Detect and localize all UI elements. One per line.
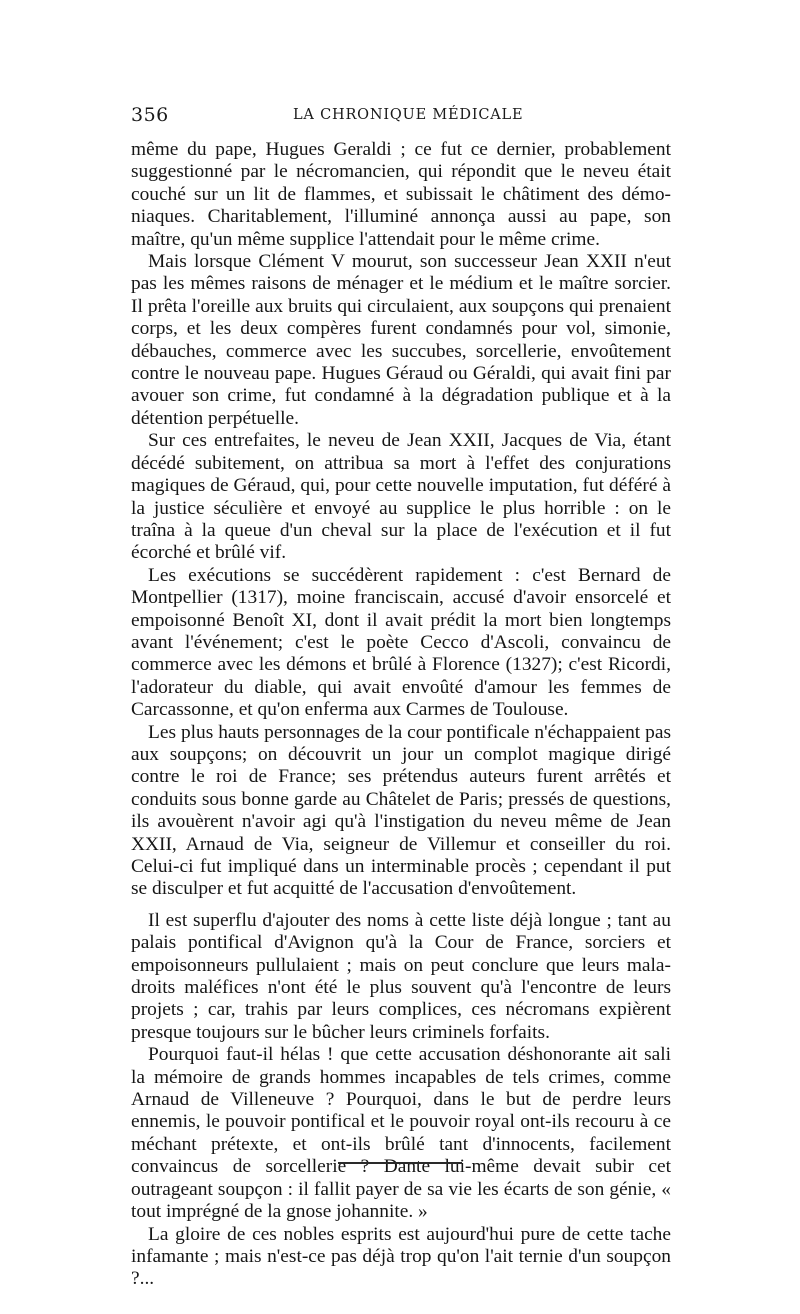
running-title: LA CHRONIQUE MÉDICALE (293, 107, 524, 123)
end-rule (338, 1162, 462, 1164)
page-header (131, 104, 671, 130)
paragraph-gloire: La gloire de ces nobles esprits est aujourd'hui pure de cette tache infamante ; mais n'est-ce pas déjà trop qu'on l'ait ternie d'un soupçon ?... (131, 1223, 671, 1290)
paragraph-pourquoi: Pourquoi faut-il hélas ! que cette accusation déshonorante ait sali la mémoire de grands hommes incapables de tels crimes, comme Arnaud de Villeneuve ? Pourquoi, dans le but de perdre leurs ennemis, le pouvoir pontifical et le pouvoir royal ont-ils recouru à ce méchant prétexte, et ont-ils brûlé tant d'innocents, facilement convaincus de sorcellerie ? Dante lui-même devait subir cet outrageant soupçon : il fallit payer de sa vie les écarts de son génie, « tout imprégné de la gnose johannite. » (131, 1044, 671, 1223)
paragraph-superflu: Il est superflu d'ajouter des noms à cette liste déjà longue ; tant au palais pontifical d'Avignon qu'à la Cour de France, sorciers et empoisonneurs pullulaient ; mais on peut conclure que leurs maladroits maléfices n'ont été le plus souvent qu'à l'encontre de leurs projets ; car, trahis par leurs complices, ces nécromans expièrent presque toujours sur le bûcher leurs criminels forfaits. (131, 909, 671, 1043)
page-number: 356 (131, 104, 169, 126)
paragraph-executions: Les exécutions se succédèrent rapidement : c'est Bernard de Montpellier (1317), moine franciscain, accusé d'avoir ensorcelé et empoisonné Benoît XI, dont il avait prédit la mort bien longtemps avant l'événement; c'est le poète Cecco d'Ascoli, convaincu de commerce avec les démons et brûlé à Florence (1327); c'est Ricordi, l'adorateur du diable, qui avait envoûté d'amour les femmes de Carcassonne, et qu'on enferma aux Carmes de Toulouse. (131, 564, 671, 721)
paragraph-cour-pontificale: Les plus hauts personnages de la cour pontificale n'échappaient pas aux soupçons; on découvrit un jour un complot magique dirigé contre le roi de France; ses prétendus auteurs furent arrêtés et conduits sous bonne garde au Châtelet de Paris; pressés de questions, ils avouèrent n'avoir agi qu'à l'instigation du neveu même de Jean XXII, Arnaud de Via, seigneur de Villemur et conseiller du roi. Celui-ci fut impliqué dans un interminable procès ; cependant il put se disculper et fut acquitté de l'accusation d'envoûtement. (131, 721, 671, 900)
paragraph-jean-xxii: Mais lorsque Clément V mourut, son successeur Jean XXII n'eut pas les mêmes raisons de ménager et le médium et le maître sorcier. Il prêta l'oreille aux bruits qui circulaient, aux soupçons qui prenaient corps, et les deux compères furent condamnés pour vol, simonie, débauches, commerce avec les succubes, sorcellerie, envoûtement contre le nouveau pape. Hugues Géraud ou Géraldi, qui avait fini par avouer son crime, fut condamné à la dégradation publique et à la détention perpétuelle. (131, 251, 671, 429)
paragraph-continuation: même du pape, Hugues Geraldi ; ce fut ce dernier, probablement suggestionné par le nécromancien, qui répondit que le neveu était couché sur un lit de flammes, et subissait le châtiment des démoniaques. Charitablement, l'illuminé annonça aussi au pape, son maître, qu'un même supplice l'attendait pour le même crime. (131, 139, 671, 250)
paragraph-jacques-de-via: Sur ces entrefaites, le neveu de Jean XXII, Jacques de Via, étant décédé subitement, on attribua sa mort à l'effet des conjurations magiques de Géraud, qui, pour cette nouvelle imputation, fut déféré à la justice séculière et envoyé au supplice le plus horrible : on le traîna à la queue d'un cheval sur la place de l'exécution et il fut écorché et brûlé vif. (131, 430, 671, 564)
body-text (131, 139, 671, 1291)
